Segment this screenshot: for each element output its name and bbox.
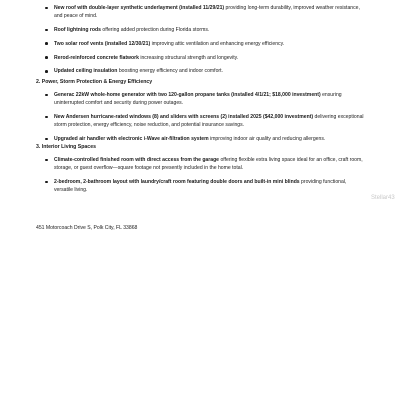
list-item: Generac 22kW whole-home generator with two 120-gallon propane tanks (installed 4/1/21; $18,000 investment) ensuring uninterrupted comfort and security during power outages.	[0, 91, 400, 107]
interior-living-list	[0, 156, 400, 194]
power-storm-section	[0, 76, 400, 149]
list-item: Climate-controlled finished room with direct access from the garage offering flexible extra living space ideal for an office, craft room, storage, or guest overflow—square footage not presently included in the home total.	[0, 156, 400, 172]
interior-living-section	[0, 141, 400, 200]
watermark: Stellar43	[371, 195, 395, 201]
section-heading: 2. Power, Storm Protection & Energy Efficiency	[36, 79, 153, 85]
list-item: Upgraded air handler with electronic i-Wave air-filtration system improving indoor air quality and reducing allergens.	[0, 135, 400, 143]
power-storm-list	[0, 91, 400, 143]
section-heading: 3. Interior Living Spaces	[36, 144, 96, 150]
list-item: Updated ceiling insulation boosting energy efficiency and indoor comfort.	[0, 67, 400, 75]
list-item: Rerod-reinforced concrete flatwork increasing structural strength and longevity.	[0, 54, 400, 62]
list-item: Two solar roof vents (installed 12/30/21) improving attic ventilation and enhancing energy efficiency.	[0, 40, 400, 48]
list-item: New Andersen hurricane-rated windows (8) and sliders with screens (2) installed 2025 ($42,000 investment) delivering exceptional storm protection, energy efficiency, noise reduction, and potential insurance savings.	[0, 113, 400, 129]
list-item: 2-bedroom, 2-bathroom layout with laundry/craft room featuring double doors and built-in mini blinds providing functional, versatile living.	[0, 178, 400, 194]
list-item: New roof with double-layer synthetic underlayment (installed 11/29/21) providing long-term durability, improved weather resistance, and peace of mind.	[0, 4, 400, 20]
roof-features-list	[0, 4, 400, 81]
list-item: Roof lightning rods offering added protection during Florida storms.	[0, 26, 400, 34]
property-address: 451 Motorcoach Drive S, Polk City, FL 33868	[36, 225, 138, 231]
